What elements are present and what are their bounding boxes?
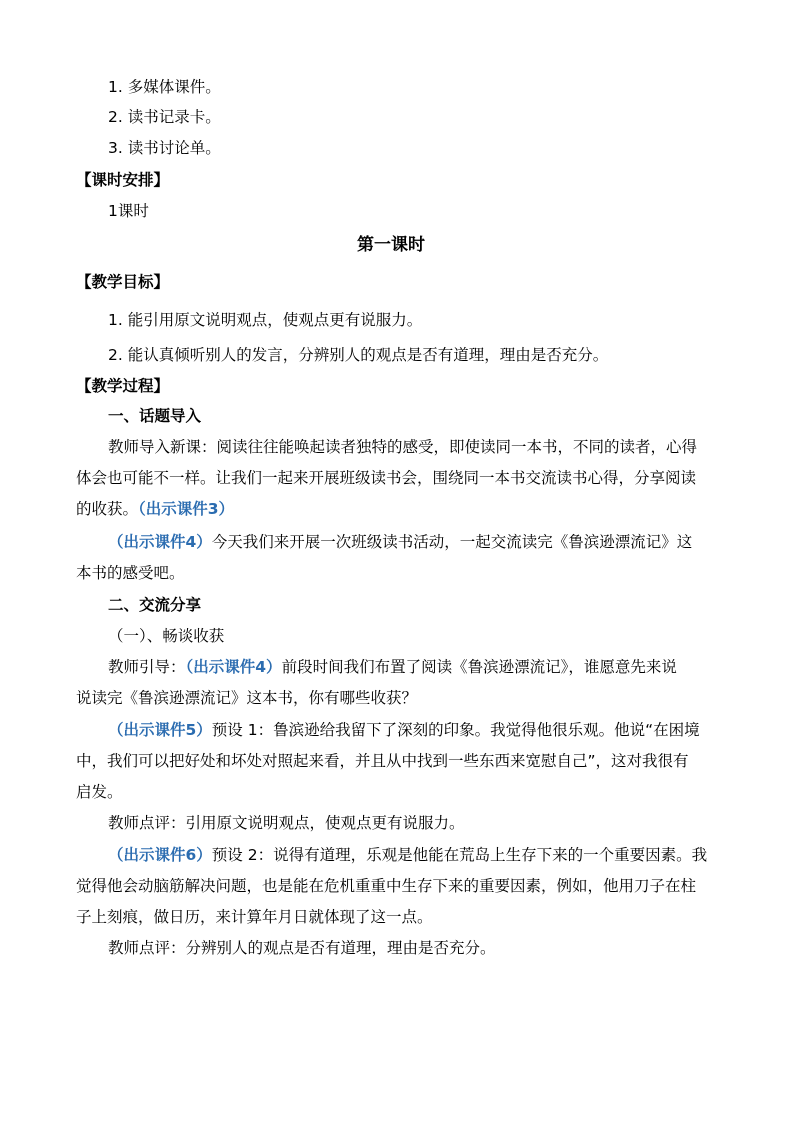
goals-heading: 【教学目标】 bbox=[76, 273, 170, 291]
intro-paragraph2-line-1-text: 今天我们来开展一次班级读书活动，一起交流读完《鲁滨逊漂流记》这 bbox=[211, 533, 693, 551]
lesson-title: 第一课时 bbox=[357, 235, 425, 255]
courseware-ref-5: （出示课件5） bbox=[108, 721, 212, 739]
courseware-ref-6: （出示课件6） bbox=[108, 846, 212, 864]
preset1-line-3: 启发。 bbox=[76, 783, 123, 801]
preset2-line-1 bbox=[108, 845, 707, 865]
section-2-heading: 二、交流分享 bbox=[108, 596, 202, 614]
section-1-heading: 一、话题导入 bbox=[108, 407, 202, 425]
preset1-line-1-text: 预设 1：鲁滨逊给我留下了深刻的印象。我觉得他很乐观。他说“在困境 bbox=[211, 721, 700, 739]
courseware-ref-4b: （出示课件4） bbox=[185, 658, 282, 676]
schedule-value: 1课时 bbox=[108, 202, 149, 220]
material-item-2: 2. 读书记录卡。 bbox=[108, 108, 221, 126]
teacher-comment-1: 教师点评：引用原文说明观点，使观点更有说服力。 bbox=[108, 814, 465, 832]
goal-item-1: 1. 能引用原文说明观点，使观点更有说服力。 bbox=[108, 311, 423, 329]
process-heading: 【教学过程】 bbox=[76, 377, 170, 395]
courseware-ref-3: （出示课件3） bbox=[138, 500, 235, 518]
goal-item-2: 2. 能认真倾听别人的发言，分辨别人的观点是否有道理，理由是否充分。 bbox=[108, 346, 609, 364]
intro-paragraph-line-2: 体会也可能不一样。让我们一起来开展班级读书会，围绕同一本书交流读书心得，分享阅读 bbox=[76, 469, 697, 487]
intro-paragraph-line-1: 教师导入新课：阅读往往能唤起读者独特的感受，即使读同一本书，不同的读者，心得 bbox=[108, 438, 698, 456]
preset2-line-2: 觉得他会动脑筋解决问题，也是能在危机重重中生存下来的重要因素，例如，他用刀子在柱 bbox=[76, 877, 697, 895]
intro-paragraph-line-3 bbox=[76, 499, 234, 519]
material-item-3: 3. 读书讨论单。 bbox=[108, 139, 221, 157]
guide-prefix: 教师引导： bbox=[108, 658, 186, 676]
intro-paragraph2-line-2: 本书的感受吧。 bbox=[76, 564, 185, 582]
material-item-1: 1. 多媒体课件。 bbox=[108, 78, 221, 96]
intro-paragraph-line-3-text: 的收获。 bbox=[76, 500, 139, 518]
courseware-ref-4a: （出示课件4） bbox=[108, 533, 212, 551]
guide-paragraph-line-1 bbox=[108, 657, 677, 677]
preset2-line-3: 子上刻痕，做日历，来计算年月日就体现了这一点。 bbox=[76, 908, 433, 926]
intro-paragraph2-line-1 bbox=[108, 532, 692, 552]
guide-paragraph-line-2: 说读完《鲁滨逊漂流记》这本书，你有哪些收获？ bbox=[76, 689, 418, 707]
preset2-line-1-text: 预设 2：说得有道理，乐观是他能在荒岛上生存下来的一个重要因素。我 bbox=[211, 846, 708, 864]
preset1-line-1 bbox=[108, 720, 700, 740]
schedule-heading: 【课时安排】 bbox=[76, 171, 170, 189]
preset1-line-2: 中，我们可以把好处和坏处对照起来看，并且从中找到一些东西来宽慰自己”，这对我很有 bbox=[76, 752, 689, 770]
guide-paragraph-line-1-text: 前段时间我们布置了阅读《鲁滨逊漂流记》，谁愿意先来说 bbox=[281, 658, 677, 676]
subsection-1-heading: （一）、畅谈收获 bbox=[108, 627, 225, 645]
teacher-comment-2: 教师点评：分辨别人的观点是否有道理，理由是否充分。 bbox=[108, 939, 496, 957]
